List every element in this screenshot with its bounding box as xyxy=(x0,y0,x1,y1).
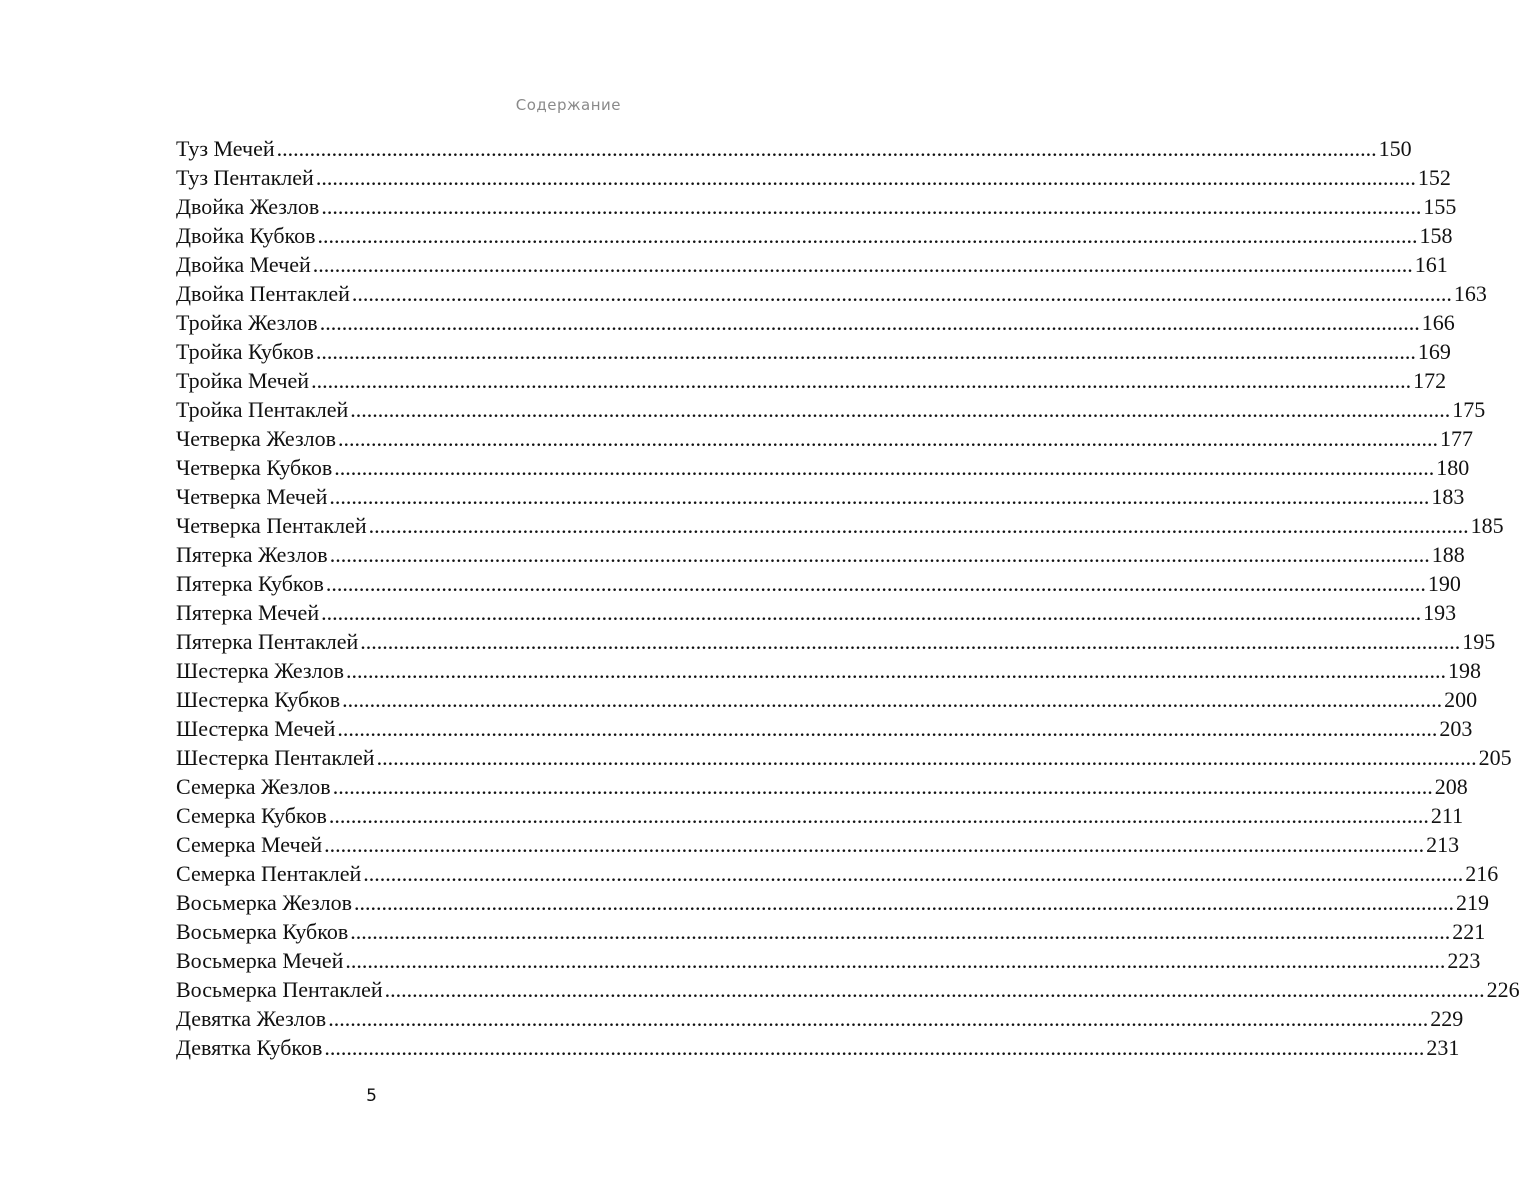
toc-entry-page: 216 xyxy=(1465,861,1499,886)
toc-entry-page: 198 xyxy=(1447,658,1481,683)
toc-entry xyxy=(176,134,1412,163)
toc-entry-title: Четверка Пентаклей xyxy=(176,513,367,538)
toc-entry-page: 200 xyxy=(1444,687,1478,712)
dot-leader: ........................................................................................................................................................................................................ xyxy=(351,281,1452,306)
dot-leader: ........................................................................................................................................................................................................ xyxy=(329,484,1430,509)
dot-leader: ........................................................................................................................................................................................................ xyxy=(319,310,1420,335)
toc-entry xyxy=(176,1004,1464,1033)
toc-entry-title: Девятка Кубков xyxy=(176,1035,323,1060)
toc-entry-page: 221 xyxy=(1452,919,1486,944)
toc-entry-page: 172 xyxy=(1413,368,1447,393)
dot-leader: ........................................................................................................................................................................................................ xyxy=(321,194,1422,219)
toc-entry-title: Двойка Пентаклей xyxy=(176,281,350,306)
toc-entry-page: 226 xyxy=(1486,977,1520,1002)
dot-leader: ........................................................................................................................................................................................................ xyxy=(317,223,1418,248)
dot-leader: ........................................................................................................................................................................................................ xyxy=(315,339,1416,364)
toc-entry-page: 231 xyxy=(1426,1035,1460,1060)
toc-entry-page: 223 xyxy=(1447,948,1481,973)
dot-leader: ........................................................................................................................................................................................................ xyxy=(360,629,1461,654)
toc-entry-title: Семерка Мечей xyxy=(176,832,323,857)
dot-leader: ........................................................................................................................................................................................................ xyxy=(337,716,1438,741)
toc-entry-page: 169 xyxy=(1417,339,1451,364)
toc-entry-title: Пятерка Пентаклей xyxy=(176,629,359,654)
toc-entry-page: 161 xyxy=(1414,252,1448,277)
toc-entry-title: Двойка Мечей xyxy=(176,252,311,277)
toc-entry-page: 183 xyxy=(1431,484,1465,509)
toc-entry xyxy=(176,482,1465,511)
toc-entry-page: 177 xyxy=(1440,426,1474,451)
toc-entry xyxy=(176,598,1457,627)
toc-entry xyxy=(176,453,1470,482)
toc-entry xyxy=(176,743,1512,772)
toc-entry xyxy=(176,859,1499,888)
toc-entry xyxy=(176,685,1478,714)
toc-entry xyxy=(176,975,1520,1004)
dot-leader: ........................................................................................................................................................................................................ xyxy=(332,774,1433,799)
dot-leader: ........................................................................................................................................................................................................ xyxy=(342,687,1443,712)
toc-entry xyxy=(176,511,1504,540)
toc-entry-title: Шестерка Кубков xyxy=(176,687,341,712)
toc-entry-page: 229 xyxy=(1430,1006,1464,1031)
toc-entry-page: 219 xyxy=(1456,890,1490,915)
toc-entry-page: 185 xyxy=(1470,513,1504,538)
toc-entry-title: Семерка Кубков xyxy=(176,803,327,828)
dot-leader: ........................................................................................................................................................................................................ xyxy=(345,948,1446,973)
dot-leader: ........................................................................................................................................................................................................ xyxy=(363,861,1464,886)
dot-leader: ........................................................................................................................................................................................................ xyxy=(368,513,1469,538)
toc-entry-title: Туз Пентаклей xyxy=(176,165,314,190)
dot-leader: ........................................................................................................................................................................................................ xyxy=(324,832,1425,857)
toc-entry-page: 211 xyxy=(1430,803,1464,828)
toc-entry-title: Восьмерка Жезлов xyxy=(176,890,353,915)
toc-entry xyxy=(176,163,1451,192)
dot-leader: ........................................................................................................................................................................................................ xyxy=(329,542,1430,567)
toc-entry xyxy=(176,772,1468,801)
toc-entry-page: 150 xyxy=(1378,136,1412,161)
dot-leader: ........................................................................................................................................................................................................ xyxy=(328,803,1429,828)
toc-entry-page: 213 xyxy=(1426,832,1460,857)
toc-entry-title: Пятерка Мечей xyxy=(176,600,320,625)
toc-entry-title: Туз Мечей xyxy=(176,136,275,161)
toc-entry-title: Шестерка Жезлов xyxy=(176,658,344,683)
toc-entry-title: Пятерка Жезлов xyxy=(176,542,328,567)
toc-entry-page: 155 xyxy=(1423,194,1457,219)
dot-leader: ........................................................................................................................................................................................................ xyxy=(376,745,1477,770)
page-number: 5 xyxy=(366,1086,377,1106)
toc-entry-page: 208 xyxy=(1434,774,1468,799)
toc-entry xyxy=(176,569,1461,598)
toc-entry xyxy=(176,395,1486,424)
toc-entry-title: Пятерка Кубков xyxy=(176,571,324,596)
dot-leader: ........................................................................................................................................................................................................ xyxy=(345,658,1446,683)
toc-entry xyxy=(176,1033,1460,1062)
toc-entry xyxy=(176,424,1474,453)
toc-entry xyxy=(176,714,1473,743)
toc-entry-page: 158 xyxy=(1419,223,1453,248)
toc-entry-page: 190 xyxy=(1427,571,1461,596)
dot-leader: ........................................................................................................................................................................................................ xyxy=(321,600,1422,625)
dot-leader: ........................................................................................................................................................................................................ xyxy=(338,426,1439,451)
dot-leader: ........................................................................................................................................................................................................ xyxy=(350,397,1451,422)
toc-entry-title: Шестерка Мечей xyxy=(176,716,336,741)
toc-entry-title: Восьмерка Мечей xyxy=(176,948,344,973)
toc-entry xyxy=(176,656,1481,685)
toc-entry xyxy=(176,366,1447,395)
toc-entry xyxy=(176,830,1460,859)
toc-entry xyxy=(176,917,1486,946)
running-head: Содержание xyxy=(515,96,621,114)
dot-leader: ........................................................................................................................................................................................................ xyxy=(354,890,1455,915)
table-of-contents xyxy=(176,134,1520,1062)
toc-entry-page: 205 xyxy=(1478,745,1512,770)
toc-entry-title: Четверка Жезлов xyxy=(176,426,337,451)
toc-entry-title: Двойка Жезлов xyxy=(176,194,320,219)
dot-leader: ........................................................................................................................................................................................................ xyxy=(315,165,1416,190)
toc-entry xyxy=(176,801,1464,830)
toc-entry-page: 193 xyxy=(1423,600,1457,625)
toc-entry-page: 180 xyxy=(1436,455,1470,480)
dot-leader: ........................................................................................................................................................................................................ xyxy=(328,1006,1429,1031)
dot-leader: ........................................................................................................................................................................................................ xyxy=(312,252,1413,277)
toc-entry xyxy=(176,946,1481,975)
dot-leader: ........................................................................................................................................................................................................ xyxy=(325,571,1426,596)
toc-entry xyxy=(176,540,1465,569)
dot-leader: ........................................................................................................................................................................................................ xyxy=(350,919,1451,944)
toc-entry-title: Двойка Кубков xyxy=(176,223,316,248)
toc-entry xyxy=(176,337,1451,366)
toc-entry-title: Тройка Мечей xyxy=(176,368,310,393)
toc-entry xyxy=(176,279,1487,308)
toc-entry-page: 152 xyxy=(1417,165,1451,190)
toc-entry-title: Шестерка Пентаклей xyxy=(176,745,375,770)
toc-entry xyxy=(176,627,1496,656)
dot-leader: ........................................................................................................................................................................................................ xyxy=(324,1035,1425,1060)
toc-entry xyxy=(176,221,1453,250)
dot-leader: ........................................................................................................................................................................................................ xyxy=(276,136,1377,161)
toc-entry-title: Четверка Кубков xyxy=(176,455,333,480)
toc-entry-page: 175 xyxy=(1452,397,1486,422)
toc-entry-title: Семерка Пентаклей xyxy=(176,861,362,886)
dot-leader: ........................................................................................................................................................................................................ xyxy=(384,977,1485,1002)
toc-entry xyxy=(176,888,1490,917)
toc-entry-title: Семерка Жезлов xyxy=(176,774,331,799)
toc-entry xyxy=(176,308,1455,337)
toc-entry-title: Четверка Мечей xyxy=(176,484,328,509)
toc-entry-title: Восьмерка Кубков xyxy=(176,919,349,944)
toc-entry-page: 188 xyxy=(1431,542,1465,567)
toc-entry-page: 166 xyxy=(1421,310,1455,335)
dot-leader: ........................................................................................................................................................................................................ xyxy=(311,368,1412,393)
toc-entry-title: Тройка Кубков xyxy=(176,339,314,364)
toc-entry xyxy=(176,192,1457,221)
toc-entry-page: 195 xyxy=(1462,629,1496,654)
toc-entry-title: Тройка Жезлов xyxy=(176,310,318,335)
toc-entry-page: 163 xyxy=(1453,281,1487,306)
toc-entry-page: 203 xyxy=(1439,716,1473,741)
toc-entry xyxy=(176,250,1448,279)
dot-leader: ........................................................................................................................................................................................................ xyxy=(334,455,1435,480)
toc-entry-title: Тройка Пентаклей xyxy=(176,397,349,422)
toc-entry-title: Девятка Жезлов xyxy=(176,1006,327,1031)
toc-entry-title: Восьмерка Пентаклей xyxy=(176,977,383,1002)
